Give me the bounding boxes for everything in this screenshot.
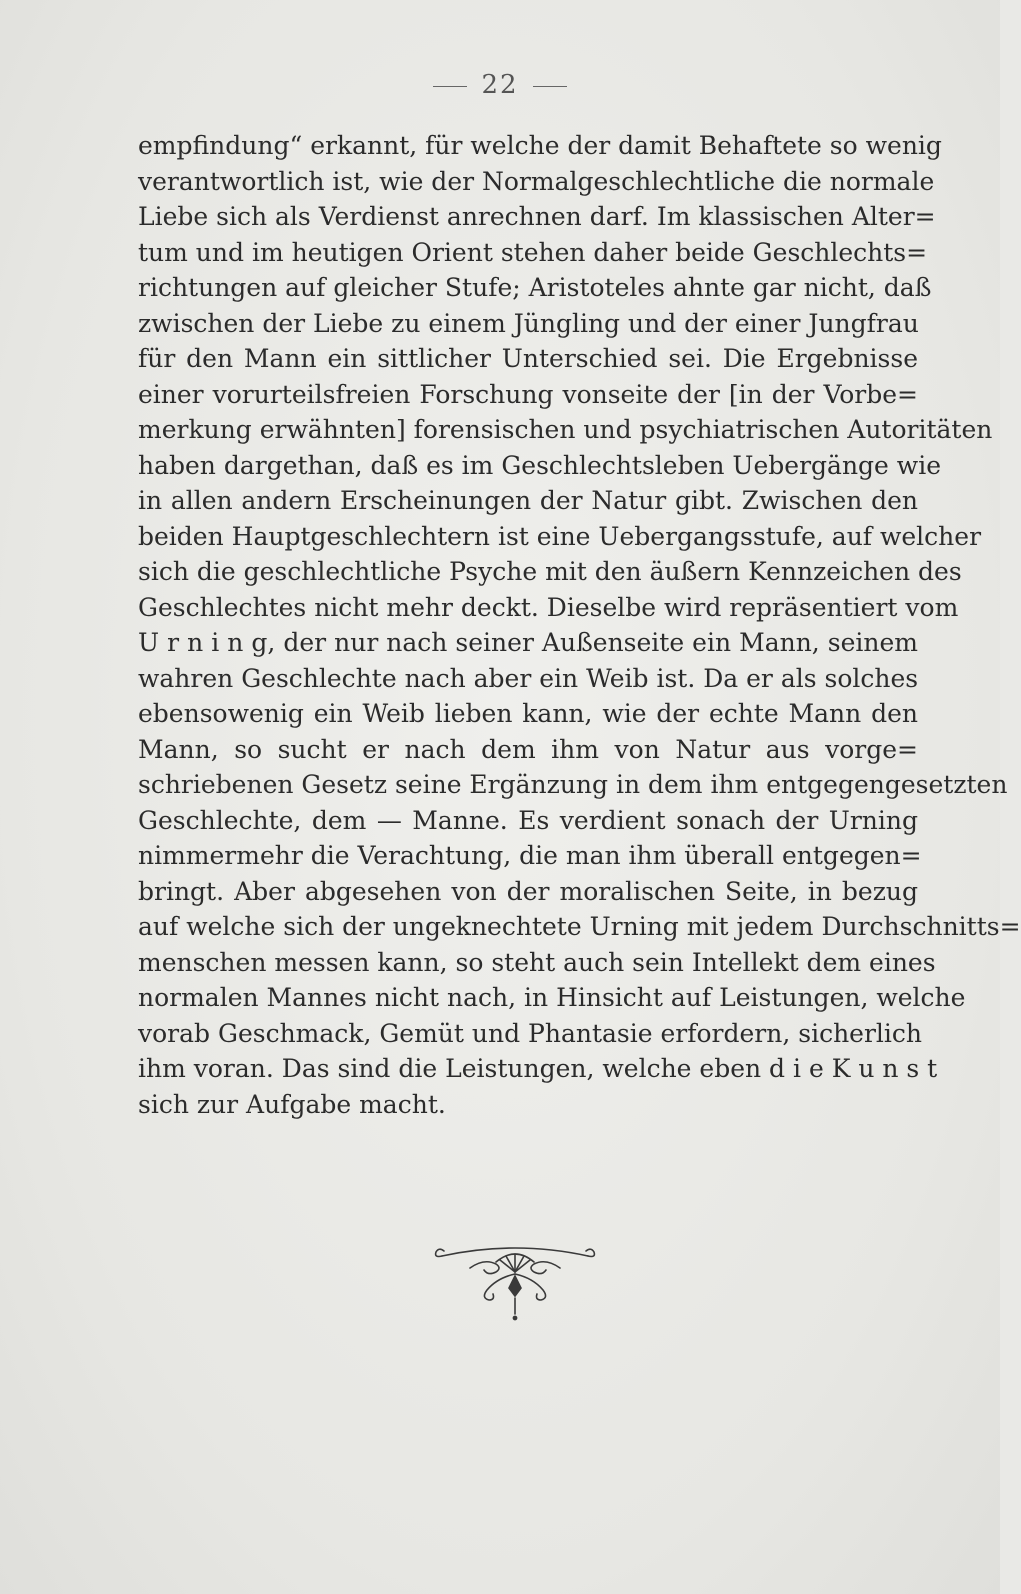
text-line: in allen andern Erscheinungen der Natur gibt. Zwischen den <box>138 486 918 515</box>
text-line: wahren Geschlechte nach aber ein Weib ist. Da er als solches <box>138 663 919 693</box>
text-line: tum und im heutigen Orient stehen daher beide Geschlechts= <box>138 237 928 267</box>
page-header <box>0 70 1000 100</box>
text-line: sich zur Aufgabe macht. <box>138 1089 446 1119</box>
text-line: zwischen der Liebe zu einem Jüngling und der einer Jungfrau <box>138 308 919 338</box>
text-line: haben dargethan, daß es im Geschlechtsleben Uebergänge wie <box>138 450 941 480</box>
header-dash-left <box>433 86 467 87</box>
text-line: merkung erwähnten] forensischen und psychiatrischen Autoritäten <box>138 415 993 444</box>
text-line: einer vorurteilsfreien Forschung vonseite der [in der Vorbe= <box>138 379 918 409</box>
text-line: bringt. Aber abgesehen von der moralischen Seite, in bezug <box>138 876 918 906</box>
text-line: ebensowenig ein Weib lieben kann, wie der echte Mann den <box>138 699 918 728</box>
text-line: vorab Geschmack, Gemüt und Phantasie erfordern, sicherlich <box>138 1018 923 1048</box>
text-line: Liebe sich als Verdienst anrechnen darf. Im klassischen Alter= <box>138 202 936 231</box>
text-line: menschen messen kann, so steht auch sein Intellekt dem eines <box>138 947 936 977</box>
text-line: auf welche sich der ungeknechtete Urning mit jedem Durchschnitts= <box>138 912 1021 941</box>
text-line: U r n i n g, der nur nach seiner Außenseite ein Mann, seinem <box>138 628 918 657</box>
text-line: richtungen auf gleicher Stufe; Aristoteles ahnte gar nicht, daß <box>138 273 932 302</box>
page-number: 22 <box>481 70 519 100</box>
text-line: normalen Mannes nicht nach, in Hinsicht auf Leistungen, welche <box>138 983 966 1012</box>
text-line: verantwortlich ist, wie der Normalgeschlechtliche die normale <box>138 166 935 196</box>
header-dash-right <box>533 86 567 87</box>
text-line: Geschlechte, dem — Manne. Es verdient sonach der Urning <box>138 805 918 835</box>
text-line: für den Mann ein sittlicher Unterschied sei. Die Ergebnisse <box>138 344 918 373</box>
text-line: empfindung“ erkannt, für welche der damit Behaftete so wenig <box>138 131 942 160</box>
text-line: sich die geschlechtliche Psyche mit den äußern Kennzeichen des <box>138 557 962 586</box>
ornament-icon <box>430 1242 600 1332</box>
text-line: Geschlechtes nicht mehr deckt. Dieselbe wird repräsentiert vom <box>138 592 959 622</box>
text-line: nimmermehr die Verachtung, die man ihm überall entgegen= <box>138 841 922 870</box>
text-line: schriebenen Gesetz seine Ergänzung in dem ihm entgegengesetzten <box>138 770 1008 799</box>
text-line: Mann, so sucht er nach dem ihm von Natur aus vorge= <box>138 734 918 764</box>
text-line: ihm voran. Das sind die Leistungen, welche eben d i e K u n s t <box>138 1054 938 1083</box>
body-text <box>138 128 1021 1122</box>
text-line: beiden Hauptgeschlechtern ist eine Uebergangsstufe, auf welcher <box>138 521 982 551</box>
